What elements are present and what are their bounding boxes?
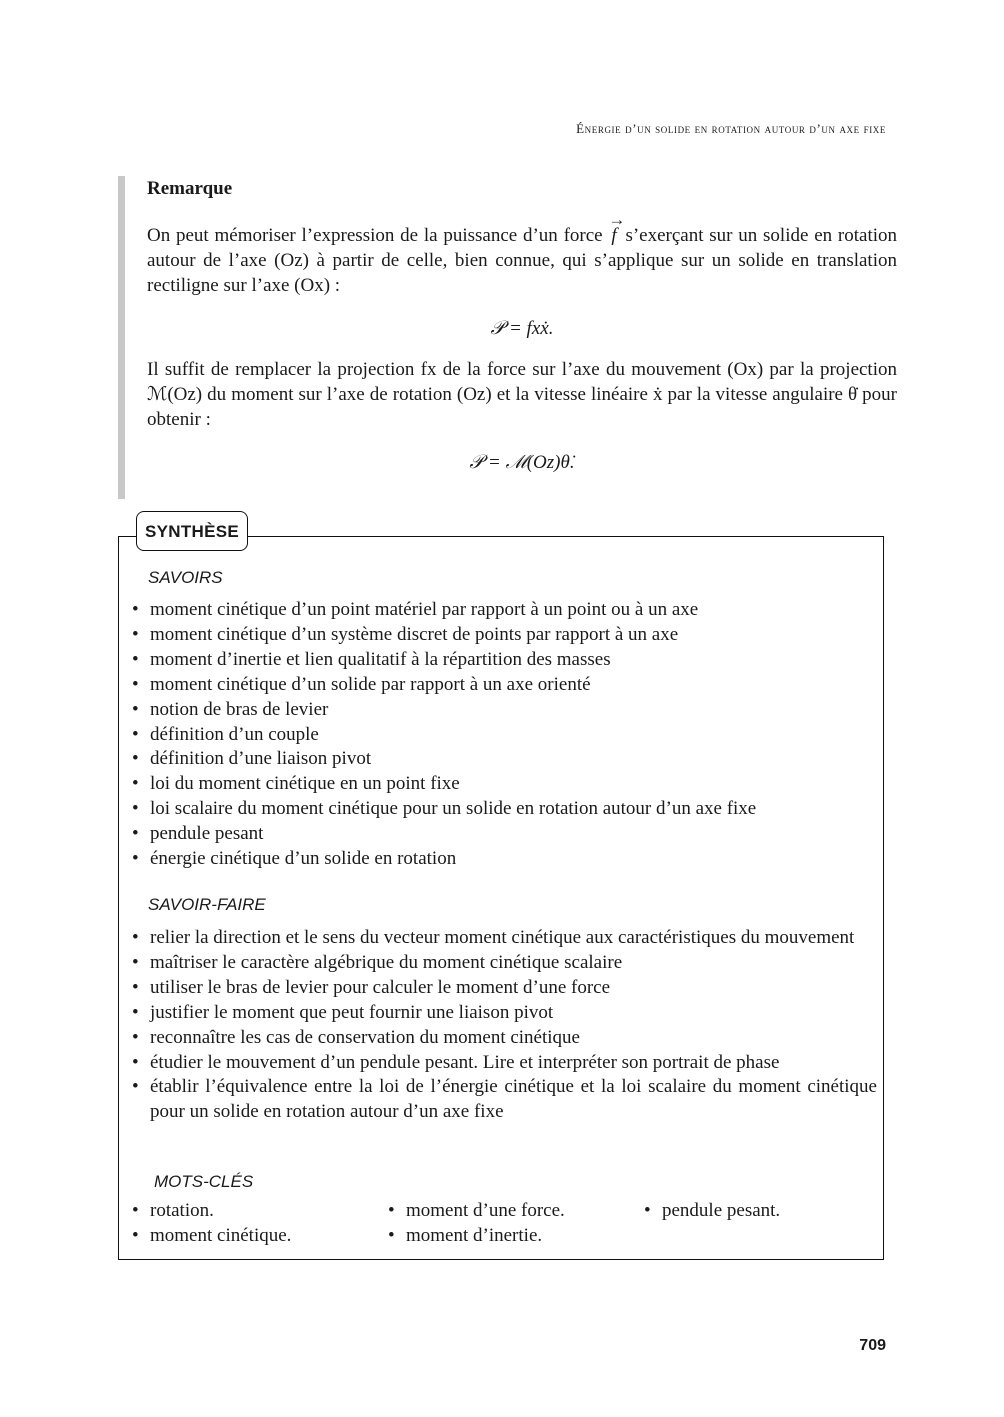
savoir-faire-title: SAVOIR-FAIRE (148, 895, 266, 914)
mots-cles-col-2 (388, 1198, 565, 1248)
list-item: • maîtriser le caractère algébrique du moment cinétique scalaire (132, 951, 877, 976)
synthese-tag: SYNTHÈSE (136, 511, 248, 551)
remark-paragraph-1: On peut mémoriser l’expression de la puissance d’un force → f s’exerçant sur un solide en rotation autour de l’axe (Oz) à partir de celle, bien connue, qui s’applique sur un solide en translation rectiligne sur l’axe (Ox) : (147, 223, 897, 298)
equation-translation: 𝒫 = fxẋ. (490, 318, 554, 339)
list-item: • loi scalaire du moment cinétique pour un solide en rotation autour d’un axe fixe (132, 797, 877, 822)
mots-cles-col-3 (644, 1198, 780, 1223)
list-item: • étudier le mouvement d’un pendule pesant. Lire et interpréter son portrait de phase (132, 1051, 877, 1076)
running-head: Énergie d’un solide en rotation autour d’un axe fixe (576, 121, 886, 136)
list-item: • utiliser le bras de levier pour calculer le moment d’une force (132, 976, 877, 1001)
list-item: • moment cinétique d’un système discret de points par rapport à un axe (132, 623, 877, 648)
remark-box (118, 176, 897, 499)
list-item: • moment cinétique d’un point matériel par rapport à un point ou à un axe (132, 598, 877, 623)
force-vector: → f (608, 223, 619, 248)
list-item: • reconnaître les cas de conservation du moment cinétique (132, 1026, 877, 1051)
keyword: • moment cinétique. (132, 1223, 291, 1248)
remark-paragraph-2: Il suffit de remplacer la projection fx de la force sur l’axe du mouvement (Ox) par la projection ℳ(Oz) du moment sur l’axe de rotation (Oz) et la vitesse linéaire ẋ par la vitesse angulaire θ̇ pour obtenir : (147, 359, 897, 430)
list-item: • loi du moment cinétique en un point fixe (132, 772, 877, 797)
remark-title: Remarque (147, 178, 233, 199)
list-item: • relier la direction et le sens du vecteur moment cinétique aux caractéristiques du mouvement (132, 926, 877, 951)
list-item: • justifier le moment que peut fournir une liaison pivot (132, 1001, 877, 1026)
keyword: • rotation. (132, 1198, 291, 1223)
list-item: • énergie cinétique d’un solide en rotation (132, 847, 877, 872)
list-item: • définition d’une liaison pivot (132, 747, 877, 772)
mots-cles-col-1 (132, 1198, 291, 1248)
list-item: • définition d’un couple (132, 723, 877, 748)
list-item: • établir l’équivalence entre la loi de l’énergie cinétique et la loi scalaire du moment cinétique pour un solide en rotation autour d’un axe fixe (132, 1075, 877, 1125)
list-item: • notion de bras de levier (132, 698, 877, 723)
list-item: • moment d’inertie et lien qualitatif à la répartition des masses (132, 648, 877, 673)
savoirs-list (132, 598, 877, 872)
savoirs-title: SAVOIRS (148, 568, 223, 587)
list-item: • moment cinétique d’un solide par rapport à un axe orienté (132, 673, 877, 698)
equation-rotation: 𝒫 = ℳ(Oz)θ̇. (469, 452, 575, 473)
page-number: 709 (859, 1337, 886, 1354)
keyword: • pendule pesant. (644, 1198, 780, 1223)
keyword: • moment d’inertie. (388, 1223, 565, 1248)
mots-cles-title: MOTS-CLÉS (154, 1172, 254, 1191)
list-item: • pendule pesant (132, 822, 877, 847)
savoir-faire-list (132, 926, 877, 1125)
keyword: • moment d’une force. (388, 1198, 565, 1223)
